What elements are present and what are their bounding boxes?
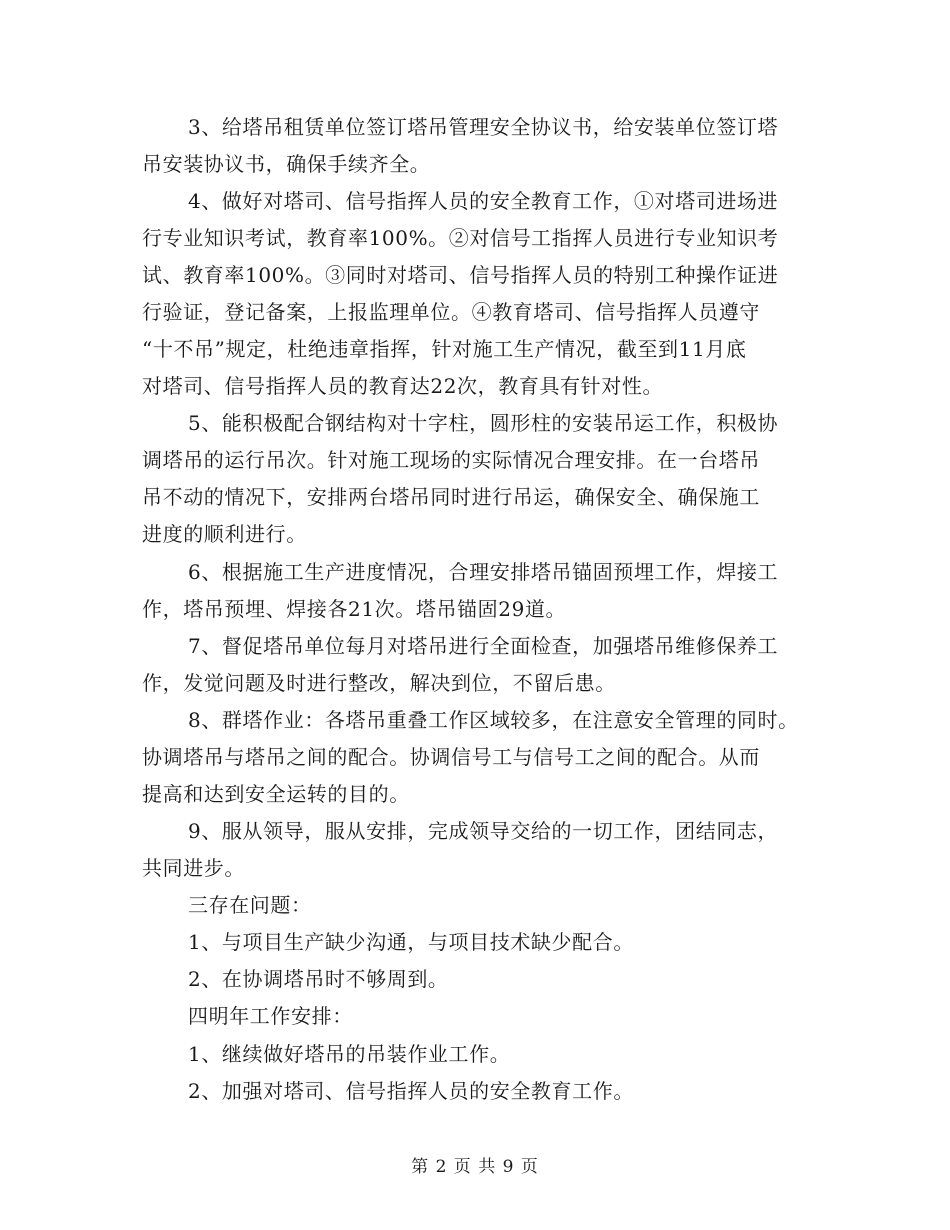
text-line: “十不吊”规定，杜绝违章指挥，针对施工生产情况，截至到11月底: [142, 337, 747, 361]
text-line: 2、加强对塔司、信号指挥人员的安全教育工作。: [188, 1079, 634, 1103]
section-heading: 四明年工作安排：: [188, 1004, 353, 1028]
text-line: 进度的顺利进行。: [142, 522, 307, 546]
section-heading: 三存在问题：: [188, 893, 312, 917]
text-line: 1、继续做好塔吊的吊装作业工作。: [188, 1042, 511, 1066]
text-line: 1、与项目生产缺少沟通，与项目技术缺少配合。: [188, 930, 634, 954]
text-line: 提高和达到安全运转的目的。: [142, 782, 410, 806]
page-number: 第 2 页 共 9 页: [411, 1157, 539, 1177]
text-line: 作，发觉问题及时进行整改，解决到位，不留后患。: [142, 671, 616, 695]
text-line: 5、能积极配合钢结构对十字柱，圆形柱的安装吊运工作，积极协: [188, 411, 779, 435]
text-line: 吊安装协议书，确保手续齐全。: [142, 152, 431, 176]
text-line: 共同进步。: [142, 856, 245, 880]
text-line: 吊不动的情况下，安排两台塔吊同时进行吊运，确保安全、确保施工: [142, 485, 760, 509]
text-line: 6、根据施工生产进度情况，合理安排塔吊锚固预埋工作，焊接工: [188, 560, 779, 584]
text-line: 调塔吊的运行吊次。针对施工现场的实际情况合理安排。在一台塔吊: [142, 448, 760, 472]
text-line: 4、做好对塔司、信号指挥人员的安全教育工作，①对塔司进场进: [188, 189, 779, 213]
text-line: 2、在协调塔吊时不够周到。: [188, 967, 449, 991]
text-line: 作，塔吊预埋、焊接各21次。塔吊锚固29道。: [142, 597, 567, 621]
text-line: 对塔司、信号指挥人员的教育达22次，教育具有针对性。: [142, 374, 664, 398]
text-line: 协调塔吊与塔吊之间的配合。协调信号工与信号工之间的配合。从而: [142, 745, 760, 769]
text-line: 7、督促塔吊单位每月对塔吊进行全面检查，加强塔吊维修保养工: [188, 634, 779, 658]
text-line: 行验证，登记备案，上报监理单位。④教育塔司、信号指挥人员遵守: [142, 300, 760, 324]
text-line: 行专业知识考试，教育率100%。②对信号工指挥人员进行专业知识考: [142, 226, 779, 250]
text-line: 3、给塔吊租赁单位签订塔吊管理安全协议书，给安装单位签订塔: [188, 115, 779, 139]
text-line: 8、群塔作业：各塔吊重叠工作区域较多，在注意安全管理的同时。: [188, 708, 799, 732]
text-line: 试、教育率100%。③同时对塔司、信号指挥人员的特别工种操作证进: [142, 263, 779, 287]
text-line: 9、服从领导，服从安排，完成领导交给的一切工作，团结同志，: [188, 819, 779, 843]
